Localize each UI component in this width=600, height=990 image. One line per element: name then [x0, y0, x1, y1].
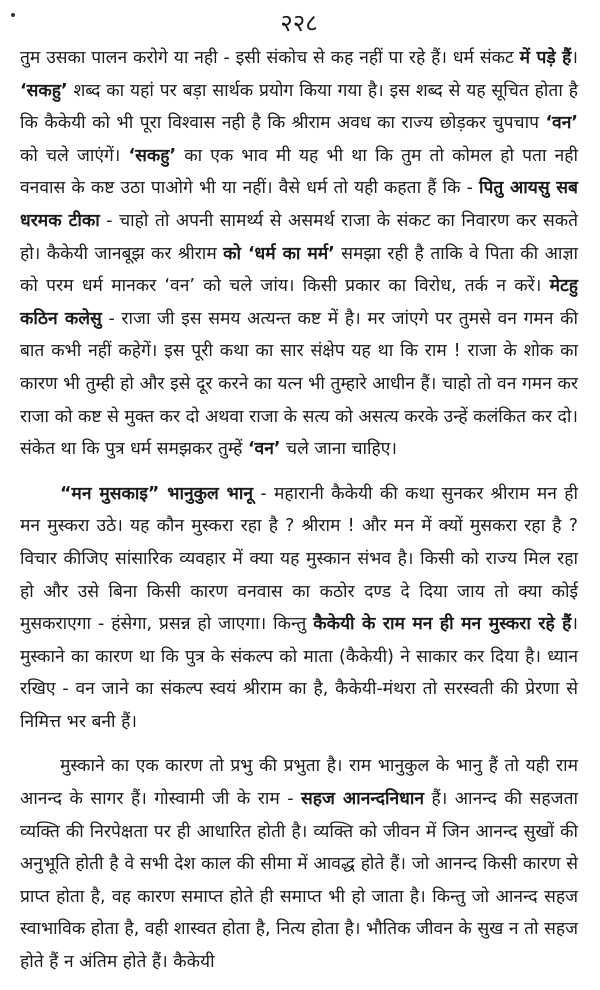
text-run: तुम उसका पालन करोगे या नही - इसी संकोच से कह नहीं पा रहे हैं। धर्म संकट: [20, 48, 520, 68]
page-number: २२८: [280, 9, 318, 37]
bold-text: ‘वन’: [247, 439, 281, 460]
bold-text: मेटहु कठिन कलेसु: [20, 276, 578, 329]
text-run: समझा रही है ताकि वे पिता की आज्ञा को परम धर्म मानकर ‘वन’ को चले जांय। किसी प्रकार का विरोध, तर्क न करें।: [20, 243, 578, 297]
bold-text: में पड़े हैं: [519, 48, 572, 68]
bold-text: पितु आयसु सब धरमक टीका: [20, 178, 578, 231]
bold-text: ‘सकहु’: [128, 145, 177, 166]
bold-text: को ‘धर्म का मर्म’: [223, 243, 335, 264]
bold-text: सहज आनन्दनिधान: [301, 789, 424, 810]
text-run: का एक भाव मी यह भी था कि तुम तो कोमल हो पता नही वनवास के कष्ट उठा पाओगे भी या नहीं। वैसे धर्म तो यही कहता हैं कि -: [20, 145, 579, 199]
text-run: को चले जाएंगें।: [20, 145, 129, 166]
bold-text: ‘वन’: [545, 113, 578, 134]
text-run: चले जाना चाहिए।: [280, 439, 397, 460]
text-run: । मुस्काने का कारण था कि पुत्र के संकल्प को माता (कैकेयी) ने साकार कर दिया है। ध्यान रखिए - वन जाने का संकल्प स्वयं श्रीराम का है, कैकेयी-मंथरा तो सरस्वती की प्रेरणा से निमित्त भर बनी हैं।: [20, 614, 578, 732]
text-run: - महारानी कैकेयी की कथा सुनकर श्रीराम मन ही मन मुस्करा उठे। यह कौन मुस्करा रहा है ? श्रीराम ! और मन में क्यों मुसकरा रहा है ? विचार कीजिए सांसारिक व्यवहार में क्या यह मुस्कान संभव है। किसी को राज्य मिल रहा हो और उसे बिना किसी कारण वनवास का कठोर दण्ड दे दिया जाय तो क्या कोई मुसकराएगा - हंसेगा, प्रसन्न हो जाएगा। किन्तु: [20, 483, 578, 635]
text-run: हैं। आनन्द की सहजता व्यक्ति की निरपेक्षता पर ही आधारित होती है। व्यक्ति को जीवन में जिन आनन्द सुखों की अनुभूति होती है वे सभी देश काल की सीमा में आवद्ध होते हैं। जो आनन्द किसी कारण से प्राप्त होता है, वह कारण समाप्त होते ही समाप्त भी हो जाता है। किन्तु जो आनन्द सहज स्वाभाविक होता है, वही शास्वत होता है, नित्य होता है। भौतिक जीवन के सुख न तो सहज होते हैं न अंतिम होते हैं। कैकेयी: [20, 789, 578, 973]
text-run: ।: [571, 48, 578, 68]
text-run: - राजा जी इस समय अत्यन्त कष्ट में है। मर जांएगे पर तुमसे वन गमन की बात कभी नहीं कहेगें। इस पूरी कथा का सार संक्षेप यह था कि राम ! राजा के शोक का कारण भी तुम्ही हो और इसे दूर करने का यत्न भी तुम्हारे आधीन हैं। चाहो तो वन गमन कर राजा को कष्ट से मुक्त कर दो अथवा राजा के सत्य को असत्य करके उन्हें कलंकित कर दो। संकेत था कि पुत्र धर्म समझकर तुम्हें: [20, 308, 578, 460]
corner-mark: [11, 13, 15, 17]
text-run: मुस्काने का एक कारण तो प्रभु की प्रभुता है। राम भानुकुल के भानु हैं तो यही राम आनन्द के सागर हैं। गोस्वामी जी के राम -: [20, 756, 578, 810]
bold-text: “मन मुसकाइ” भानुकुल भानू: [60, 483, 254, 504]
body-text: [20, 42, 578, 979]
bold-text: कैकेयी के राम मन ही मन मुस्करा रहे हैं: [313, 614, 572, 635]
bold-text: ‘सकहु’: [20, 80, 68, 101]
paragraph: [20, 750, 578, 978]
paragraph: [20, 478, 578, 739]
text-run: - चाहो तो अपनी सामर्थ्य से असमर्थ राजा के संकट का निवारण कर सकते हो। कैकेयी जानबूझ कर श्रीराम: [20, 210, 579, 264]
text-run: शब्द का यहां पर बड़ा सार्थक प्रयोग किया गया है। इस शब्द से यह सूचित होता है कि कैकेयी को भी पूरा विश्वास नही है कि श्रीराम अवध का राज्य छोड़कर चुपचाप: [20, 80, 578, 134]
paragraph: [20, 42, 578, 466]
